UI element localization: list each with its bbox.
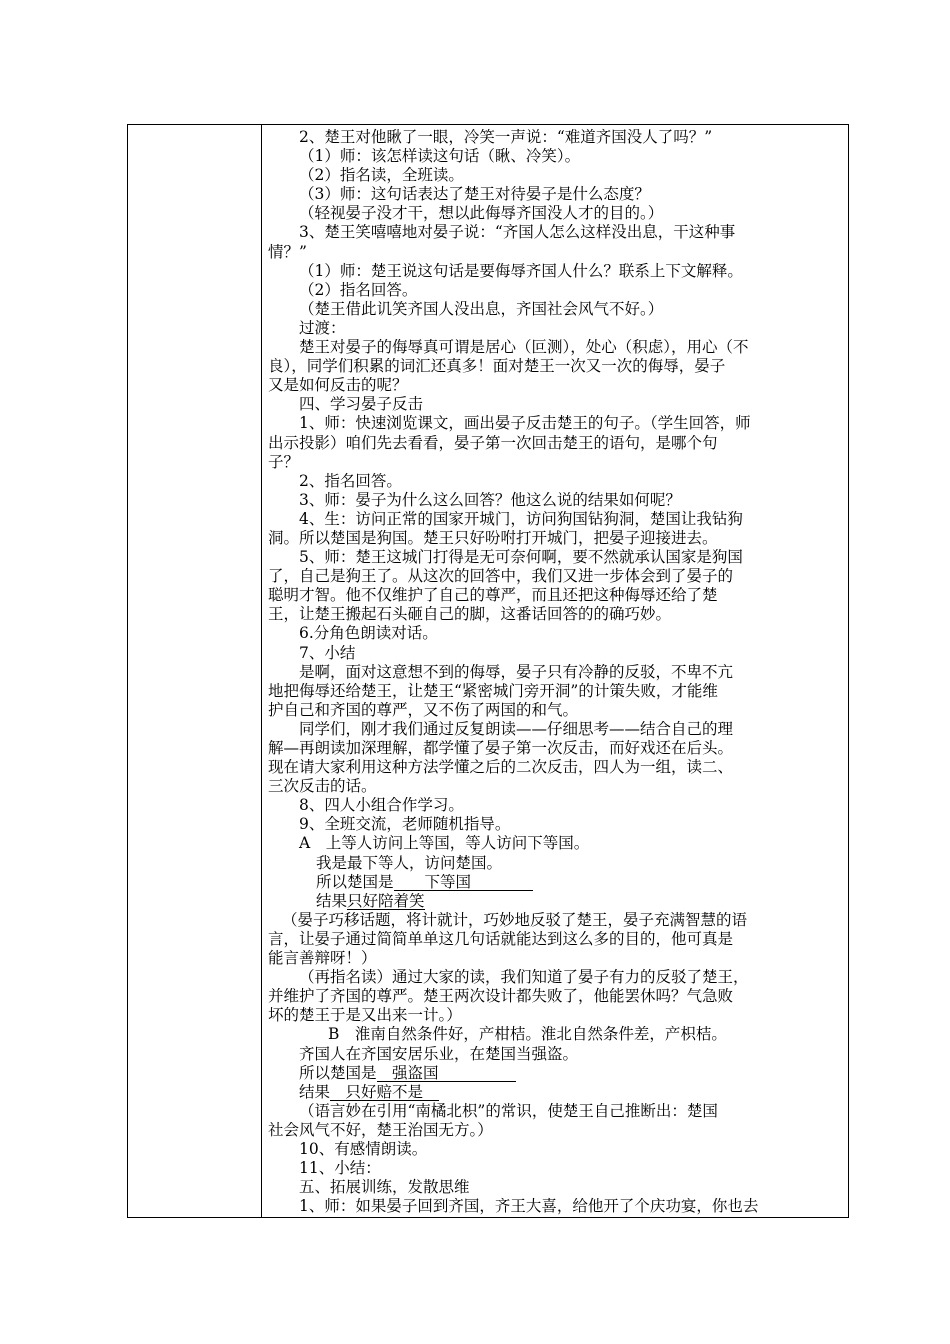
lesson-table [127,124,849,1218]
section-heading: 五、拓展训练，发散思维 [299,1178,470,1197]
text-line: 并维护了齐国的尊严。楚王两次设计都失败了，他能罢休吗？气急败 [268,987,734,1006]
text-line: 地把侮辱还给楚王，让楚王“紧密城门旁开洞”的计策失败，才能维 [268,681,718,700]
text-line: 8、四人小组合作学习。 [299,796,464,815]
text-line: 齐国人在齐国安居乐业，在楚国当强盗。 [299,1044,579,1063]
fill-answer: 强盗国 [376,1063,517,1082]
text-line: 王，让楚王搬起石头砸自己的脚，这番话回答的的确巧妙。 [268,605,672,624]
fill-prefix: 所以楚国是 [299,1063,377,1082]
text-line: 能言善辩呀！） [268,949,377,968]
text-line: 10、有感情朗读。 [299,1139,428,1158]
text-line: 现在请大家利用这种方法学懂之后的二次反击，四人为一组，读二、 [268,758,734,777]
text-line: （再指名读）通过大家的读，我们知道了晏子有力的反驳了楚王， [299,968,749,987]
fill-answer: 下等国 [393,872,534,891]
text-line: 良），同学们积累的词汇还真多！面对楚王一次又一次的侮辱，晏子 [268,357,726,376]
text-line: 子？ [268,452,300,471]
text-line: 9、全班交流，老师随机指导。 [299,815,511,834]
text-line: （晏子巧移话题，将计就计，巧妙地反驳了楚王，晏子充满智慧的语 [282,910,748,929]
text-line: 了，自己是狗王了。从这次的回答中，我们又进一步体会到了晏子的 [268,567,734,586]
text-line: 2、楚王对他瞅了一眼，冷笑一声说：“难道齐国没人了吗？” [299,128,713,146]
text-line: 解—再朗读加深理解，都学懂了晏子第一次反击，而好戏还在后头。 [268,739,734,757]
text-line: 又是如何反击的呢？ [268,376,408,395]
fill-prefix: 结果 [316,891,348,910]
text-line: 1、师：快速浏览课文，画出晏子反击楚王的句子。（学生回答，师 [299,414,751,433]
text-line: 三次反击的话。 [268,777,377,796]
text-line: 聪明才智。他不仅维护了自己的尊严，而且还把这种侮辱还给了楚 [268,586,718,605]
text-line: 6.分角色朗读对话。 [299,624,438,643]
text-line: 5、师：楚王这城门打得是无可奈何啊，要不然就承认国家是狗国 [299,548,743,567]
text-line: 7、小结 [299,643,356,662]
fill-in-line [268,1064,846,1083]
text-line: 3、师：晏子为什么这么回答？他这么说的结果如何呢？ [299,490,681,509]
text-line: A 上等人访问上等国，等人访问下等国。 [299,834,590,853]
text-line: （语言妙在引用“南橘北枳”的常识，使楚王自己推断出：楚国 [299,1101,718,1120]
text-line: 社会风气不好，楚王治国无方。） [268,1120,493,1139]
text-line: 2、指名回答。 [299,471,402,490]
text-line: 言，让晏子通过简简单单这几句话就能达到这么多的目的，他可真是 [268,929,734,948]
text-line: （轻视晏子没才干，想以此侮辱齐国没人才的目的。） [299,204,664,223]
fill-prefix: 所以楚国是 [316,872,394,891]
text-line: （2）指名读，全班读。 [299,166,464,185]
fill-answer: 只好陪着笑 [347,891,425,910]
fill-in-line [268,892,846,911]
section-heading: 四、学习晏子反击 [299,395,424,414]
text-line: 情？” [268,242,307,261]
text-line: （3）师：这句话表达了楚王对待晏子是什么态度？ [299,185,650,204]
text-line: 洞。所以楚国是狗国。楚王只好吩咐打开城门，把晏子迎接进去。 [268,528,718,547]
text-line: 护自己和齐国的尊严，又不伤了两国的和气。 [268,700,579,719]
lesson-content [268,128,846,1216]
fill-answer: 只好赔不是 [330,1082,439,1101]
text-line: 4、生：访问正常的国家开城门，访问狗国钻狗洞，楚国让我钻狗 [299,509,743,528]
text-line: （2）指名回答。 [299,280,418,299]
text-line: 坏的楚王于是又出来一计。） [268,1006,462,1025]
text-line: （1）师：楚王说这句话是要侮辱齐国人什么？联系上下文解释。 [299,261,743,280]
text-line: 同学们，刚才我们通过反复朗读——仔细思考——结合自己的理 [299,719,734,738]
text-line: 是啊，面对这意想不到的侮辱，晏子只有冷静的反驳，不卑不亢 [299,662,734,681]
left-column [128,125,262,1217]
text-line: 3、楚王笑嘻嘻地对晏子说：“齐国人怎么这样没出息，干这种事 [299,223,736,242]
text-line: B 淮南自然条件好，产柑桔。淮北自然条件差，产枳桔。 [328,1025,727,1044]
fill-prefix: 结果 [299,1082,331,1101]
text-line: 楚王对晏子的侮辱真可谓是居心（叵测），处心（积虑），用心（不 [299,338,749,357]
fill-in-line [268,1083,846,1102]
text-line: （楚王借此讥笑齐国人没出息，齐国社会风气不好。） [299,299,664,318]
text-line: 11、小结： [299,1159,381,1178]
text-line: （1）师：该怎样读这句话（瞅、冷笑）。 [299,147,581,166]
text-line: 过渡： [299,318,346,337]
text-line: 1、师：如果晏子回到齐国，齐王大喜，给他开了个庆功宴，你也去 [299,1197,759,1216]
text-line: 出示投影）咱们先去看看，晏子第一次回击楚王的语句，是哪个句 [268,433,718,452]
text-line: 我是最下等人，访问楚国。 [316,853,503,872]
fill-in-line [268,873,846,892]
